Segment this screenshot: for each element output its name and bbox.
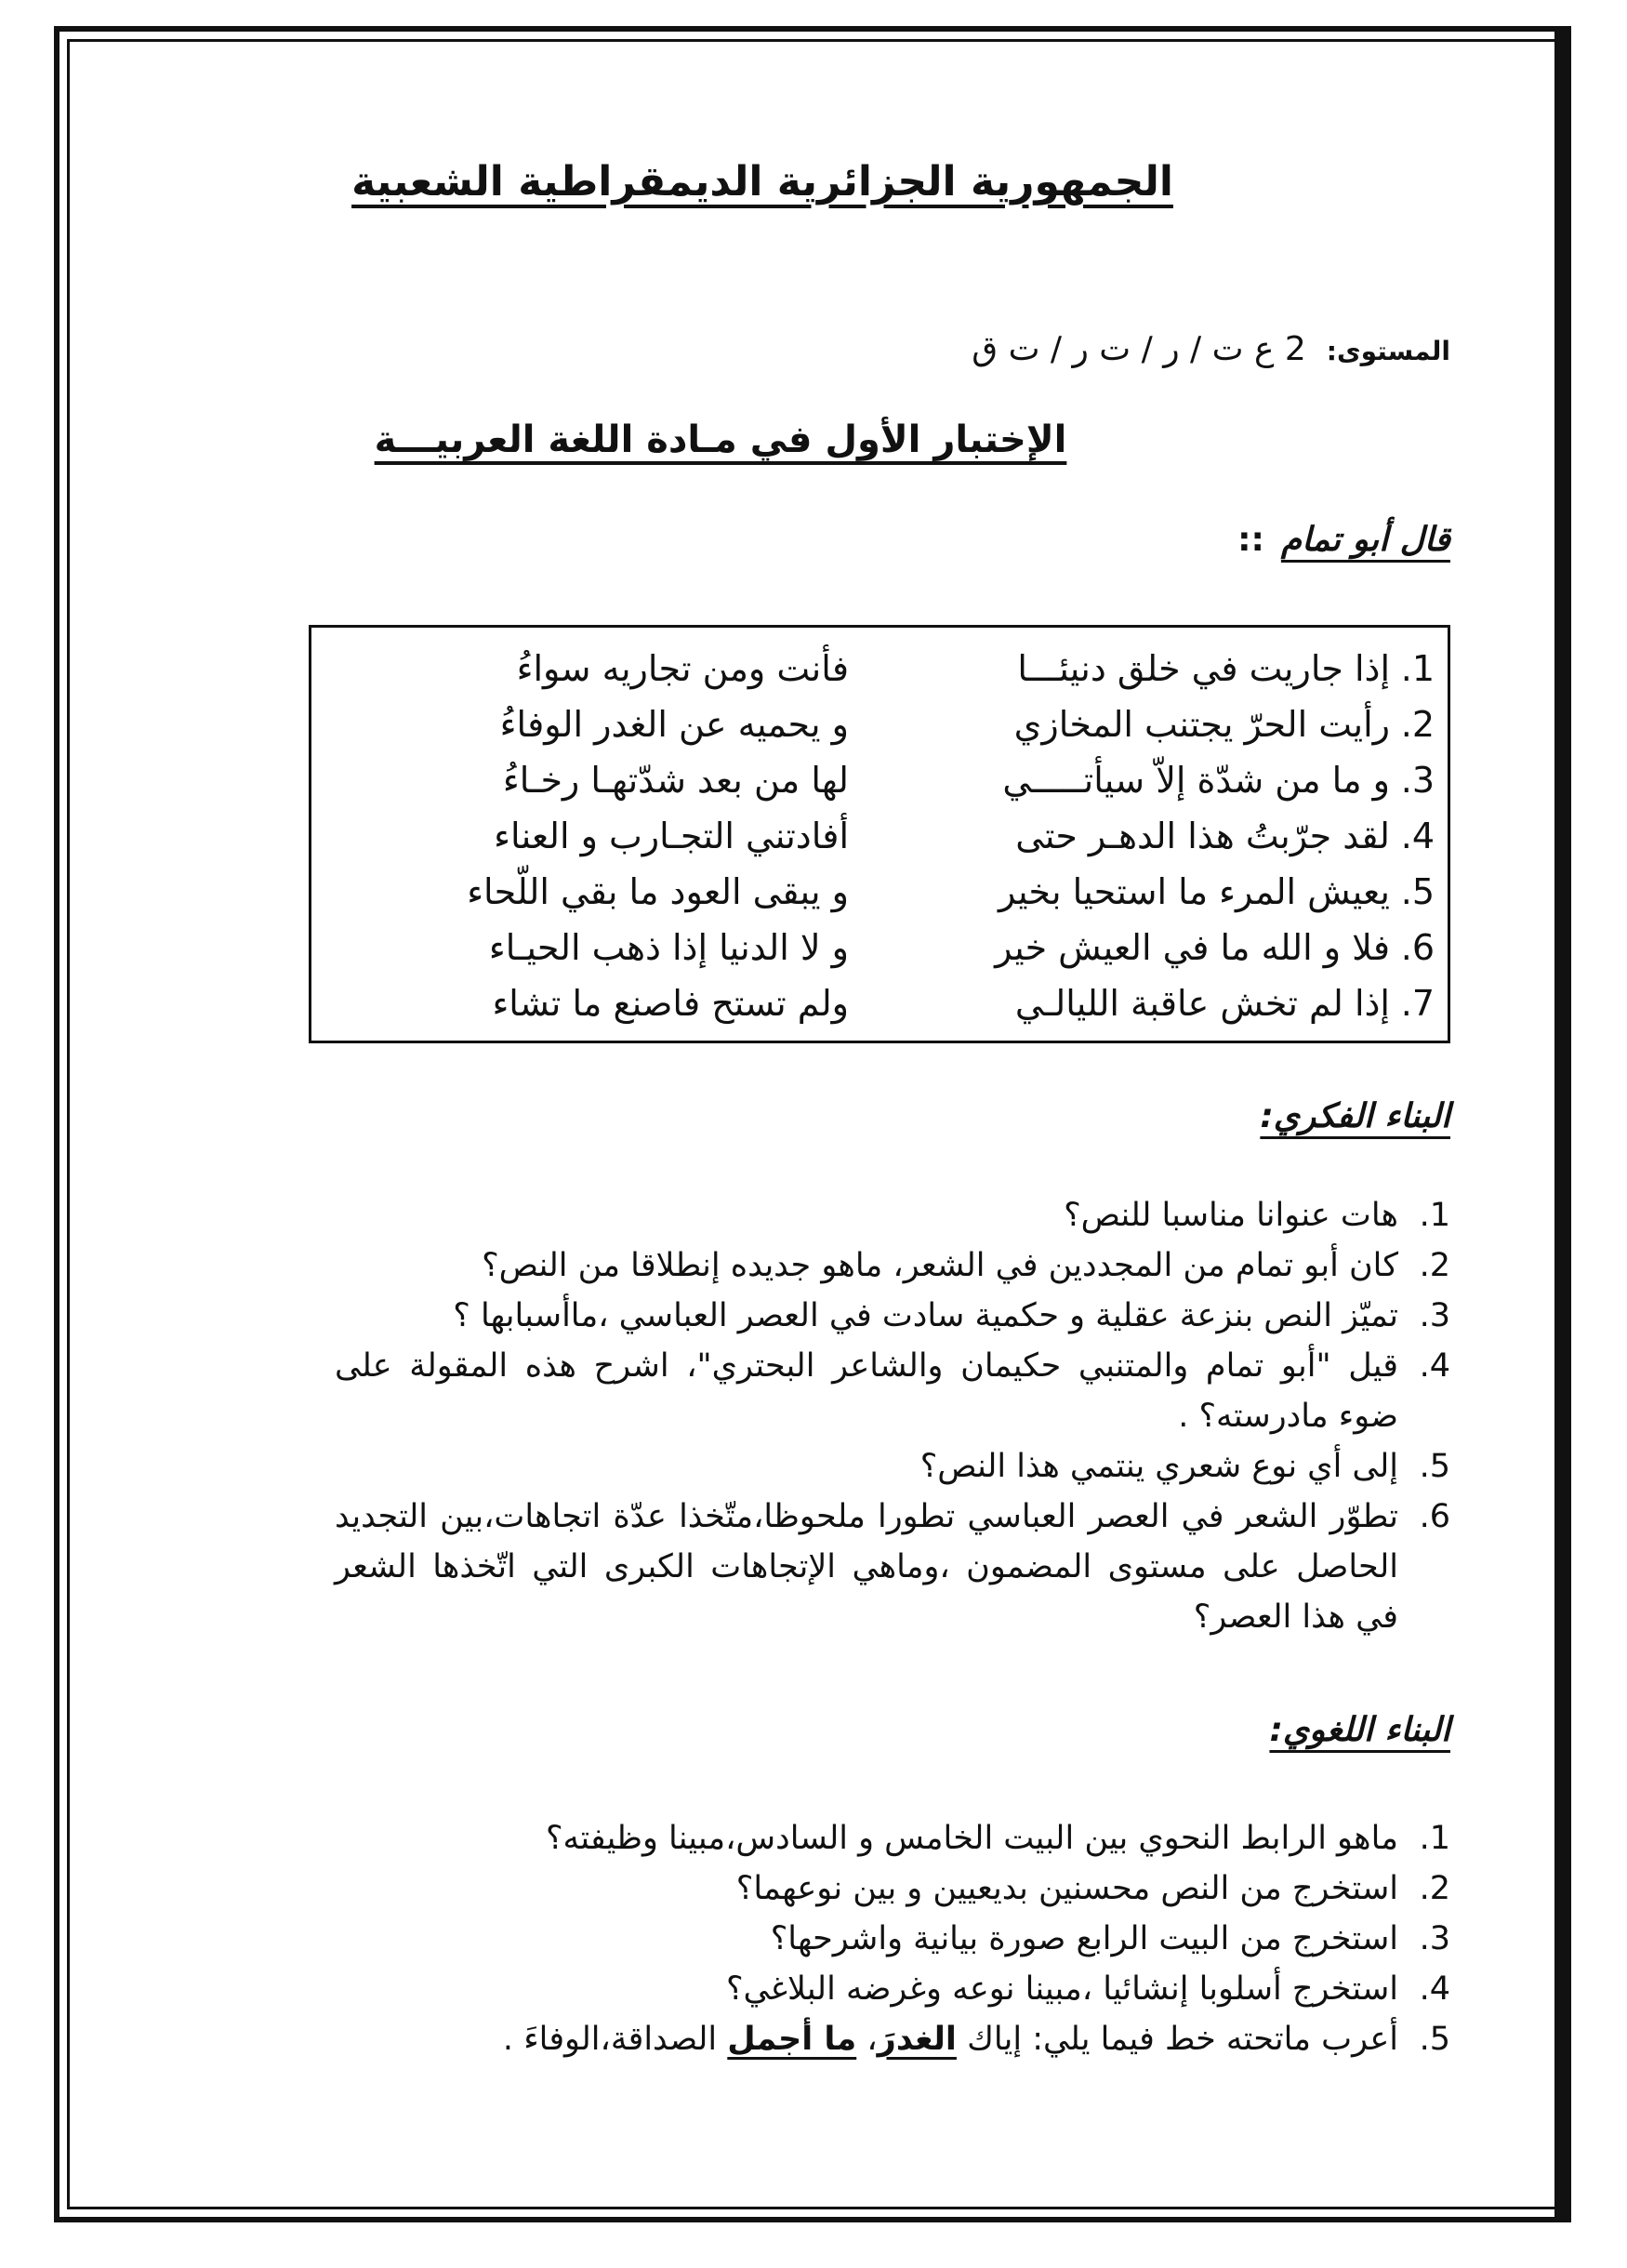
question-number: 5.	[1419, 1448, 1450, 1485]
underlined-word: الغدرَ	[877, 2021, 957, 2058]
verse-second-hemistich: و لا الدنيا إذا ذهب الحيـاء	[488, 927, 849, 968]
verse-first-hemistich: لقد جرّبتُ هذا الدهـر حتى	[1015, 816, 1390, 856]
question-item	[335, 1863, 1450, 1914]
question-text: كان أبو تمام من المجددين في الشعر، ماهو جديده إنطلاقا من النص؟	[482, 1247, 1398, 1284]
intellectual-heading: البناء الفكري:	[1260, 1097, 1450, 1135]
question-item	[335, 1914, 1450, 1964]
question-number: 5.	[1419, 2021, 1450, 2058]
question-item	[335, 1190, 1450, 1240]
question-text: قيل "أبو تمام والمتنبي حكيمان والشاعر البحتري"، اشرح هذه المقولة على ضوء مادرسته؟ .	[335, 1347, 1398, 1435]
question-text: ماهو الرابط النحوي بين البيت الخامس و السادس،مبينا وظيفته؟	[545, 1820, 1398, 1857]
verse-second-hemistich: و يبقى العود ما بقي اللّحاء	[467, 871, 849, 912]
underlined-word: ما أجمل	[727, 2021, 857, 2058]
period: .	[502, 2021, 514, 2058]
linguistic-heading: البناء اللغوي:	[1269, 1711, 1450, 1749]
verse	[328, 871, 1435, 927]
verse-number: 7.	[1400, 983, 1435, 1024]
republic-title: الجمهورية الجزائرية الديمقراطية الشعبية	[351, 158, 1173, 206]
linguistic-questions	[335, 1813, 1450, 2064]
verse-first-hemistich: فلا و الله ما في العيش خير	[995, 927, 1390, 968]
question-number: 3.	[1419, 1920, 1450, 1957]
verse-first-hemistich: و ما من شدّة إلاّ سيأتـــــي	[1002, 760, 1390, 801]
verse-second-hemistich: و يحميه عن الغدر الوفاءُ	[499, 704, 849, 745]
verse-second-hemistich: ولم تستح فاصنع ما تشاء	[492, 983, 849, 1024]
verse	[328, 760, 1435, 816]
verse-second-hemistich: أفادتني التجـارب و العناء	[494, 816, 849, 856]
verse-second-hemistich: فأنت ومن تجاريه سواءُ	[516, 648, 849, 689]
question-text: هات عنوانا مناسبا للنص؟	[1064, 1197, 1398, 1234]
parse-item-plain: الصداقة،الوفاءَ	[523, 2021, 718, 2058]
question-number: 1.	[1419, 1820, 1450, 1857]
verse-first-hemistich: إذا جاريت في خلق دنيئـــا	[1017, 648, 1390, 689]
verse	[328, 704, 1435, 760]
question-text: استخرج من النص محسنين بديعيين و بين نوعهما؟	[735, 1870, 1398, 1907]
parse-item: إياك	[967, 2021, 1023, 2058]
verse	[328, 648, 1435, 704]
level-value: 2 ع ت / ر / ت ر / ت ق	[972, 330, 1306, 368]
question-number: 2.	[1419, 1870, 1450, 1907]
verse-number: 6.	[1400, 927, 1435, 968]
poem-box	[309, 625, 1450, 1043]
exam-title: الإختبار الأول في مـادة اللغة العربيـــة	[374, 418, 1067, 461]
question-number: 4.	[1419, 1970, 1450, 2008]
poet-colons: ::	[1237, 521, 1264, 559]
verse-first-hemistich: رأيت الحرّ يجتنب المخازي	[1013, 704, 1390, 745]
question-item	[335, 2014, 1450, 2064]
verse	[328, 816, 1435, 871]
question-item	[335, 1291, 1450, 1341]
question-text: أعرب ماتحته خط فيما يلي:	[1032, 2021, 1398, 2058]
page-border-right	[1554, 26, 1567, 2222]
question-number: 6.	[1419, 1498, 1450, 1535]
verse-number: 3.	[1400, 760, 1435, 801]
verse-number: 5.	[1400, 871, 1435, 912]
question-item	[335, 1813, 1450, 1863]
verse-first-hemistich: يعيش المرء ما استحيا بخير	[999, 871, 1390, 912]
separator: ،	[866, 2021, 878, 2058]
poet-label: قال أبو تمام	[1280, 521, 1450, 559]
question-number: 2.	[1419, 1247, 1450, 1284]
verse-second-hemistich: لها من بعد شدّتهـا رخـاءُ	[502, 760, 849, 801]
question-number: 4.	[1419, 1347, 1450, 1385]
poet-intro	[1237, 521, 1450, 559]
question-item	[335, 1964, 1450, 2014]
question-text: استخرج من البيت الرابع صورة بيانية واشرحها؟	[770, 1920, 1398, 1957]
question-number: 1.	[1419, 1197, 1450, 1234]
question-item	[335, 1441, 1450, 1492]
question-text: إلى أي نوع شعري ينتمي هذا النص؟	[919, 1448, 1398, 1485]
verse	[328, 983, 1435, 1039]
verse-number: 4.	[1400, 816, 1435, 856]
level-line	[972, 330, 1450, 368]
level-label: المستوى:	[1326, 336, 1450, 366]
question-item	[335, 1240, 1450, 1291]
question-text: تطوّر الشعر في العصر العباسي تطورا ملحوظا،متّخذا عدّة اتجاهات،بين التجديد الحاصل على مستوى المضمون ،وماهي الإتجاهات الكبرى التي اتّخذها الشعر في هذا العصر؟	[335, 1498, 1398, 1636]
question-item	[335, 1341, 1450, 1441]
question-item	[335, 1492, 1450, 1642]
question-text: تميّز النص بنزعة عقلية و حكمية سادت في العصر العباسي ،ماأسبابها ؟	[453, 1297, 1398, 1334]
verse-number: 2.	[1400, 704, 1435, 745]
verse-number: 1.	[1400, 648, 1435, 689]
verse	[328, 927, 1435, 983]
verse-first-hemistich: إذا لم تخش عاقبة الليالـي	[1014, 983, 1390, 1024]
question-text: استخرج أسلوبا إنشائيا ،مبينا نوعه وغرضه البلاغي؟	[725, 1970, 1398, 2008]
intellectual-questions	[335, 1190, 1450, 1642]
question-number: 3.	[1419, 1297, 1450, 1334]
